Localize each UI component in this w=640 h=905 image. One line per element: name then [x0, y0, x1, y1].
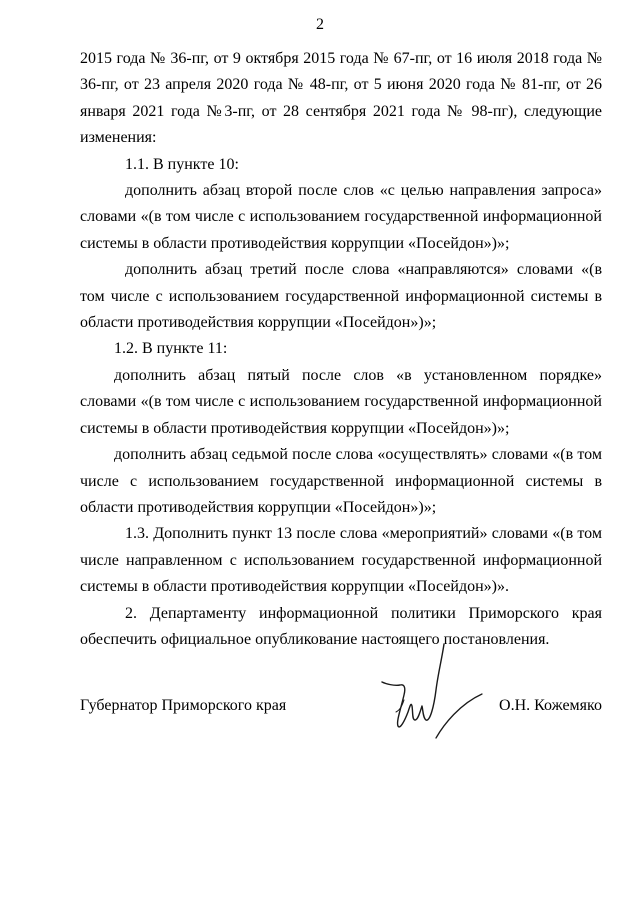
paragraph-item-1-1-a: дополнить абзац второй после слов «с целью направления запроса» словами «(в том числе с использованием государственной информационной системы в области противодействия коррупции «Посейдон»)»;	[80, 182, 602, 252]
paragraph-amendment-list: 2015 года № 36-пг, от 9 октября 2015 года № 67-пг, от 16 июля 2018 года № 36-пг, от 23 апреля 2020 года № 48-пг, от 5 июня 2020 года № 81-пг, от 26 января 2021 года №3-пг, от 28 сентября 2021 года № 98-пг), следующие изменения:	[80, 50, 602, 147]
paragraph-item-1-2: 1.2. В пункте 11:	[114, 340, 228, 358]
paragraph-item-1-3: 1.3. Дополнить пункт 13 после слова «мероприятий» словами «(в том числе направленном с использованием государственной информационной системы в области противодействия коррупции «Посейдон»)».	[80, 525, 602, 596]
paragraph-item-1-2-a: дополнить абзац пятый после слов «в установленном порядке» словами «(в том числе с использованием государственной информационной системы в области противодействия коррупции «Посейдон»)»;	[80, 366, 602, 437]
signer-name: О.Н. Кожемяко	[499, 697, 602, 714]
document-body	[80, 46, 602, 653]
paragraph-item-2: 2. Департаменту информационной политики Приморского края обеспечить официальное опубликование настоящего постановления.	[80, 604, 602, 648]
paragraph-item-1-1-b: дополнить абзац третий после слова «направляются» словами «(в том числе с использованием государственной информационной системы в области противодействия коррупции «Посейдон»)»;	[80, 261, 602, 332]
paragraph-item-1-2-b: дополнить абзац седьмой после слова «осуществлять» словами «(в том числе с использованием государственной информационной системы в области противодействия коррупции «Посейдон»)»;	[80, 446, 602, 516]
paragraph-item-1-1: 1.1. В пункте 10:	[125, 155, 239, 173]
handwritten-signature	[360, 640, 490, 755]
page-number: 2	[316, 16, 324, 33]
signer-title: Губернатор Приморского края	[80, 697, 287, 714]
